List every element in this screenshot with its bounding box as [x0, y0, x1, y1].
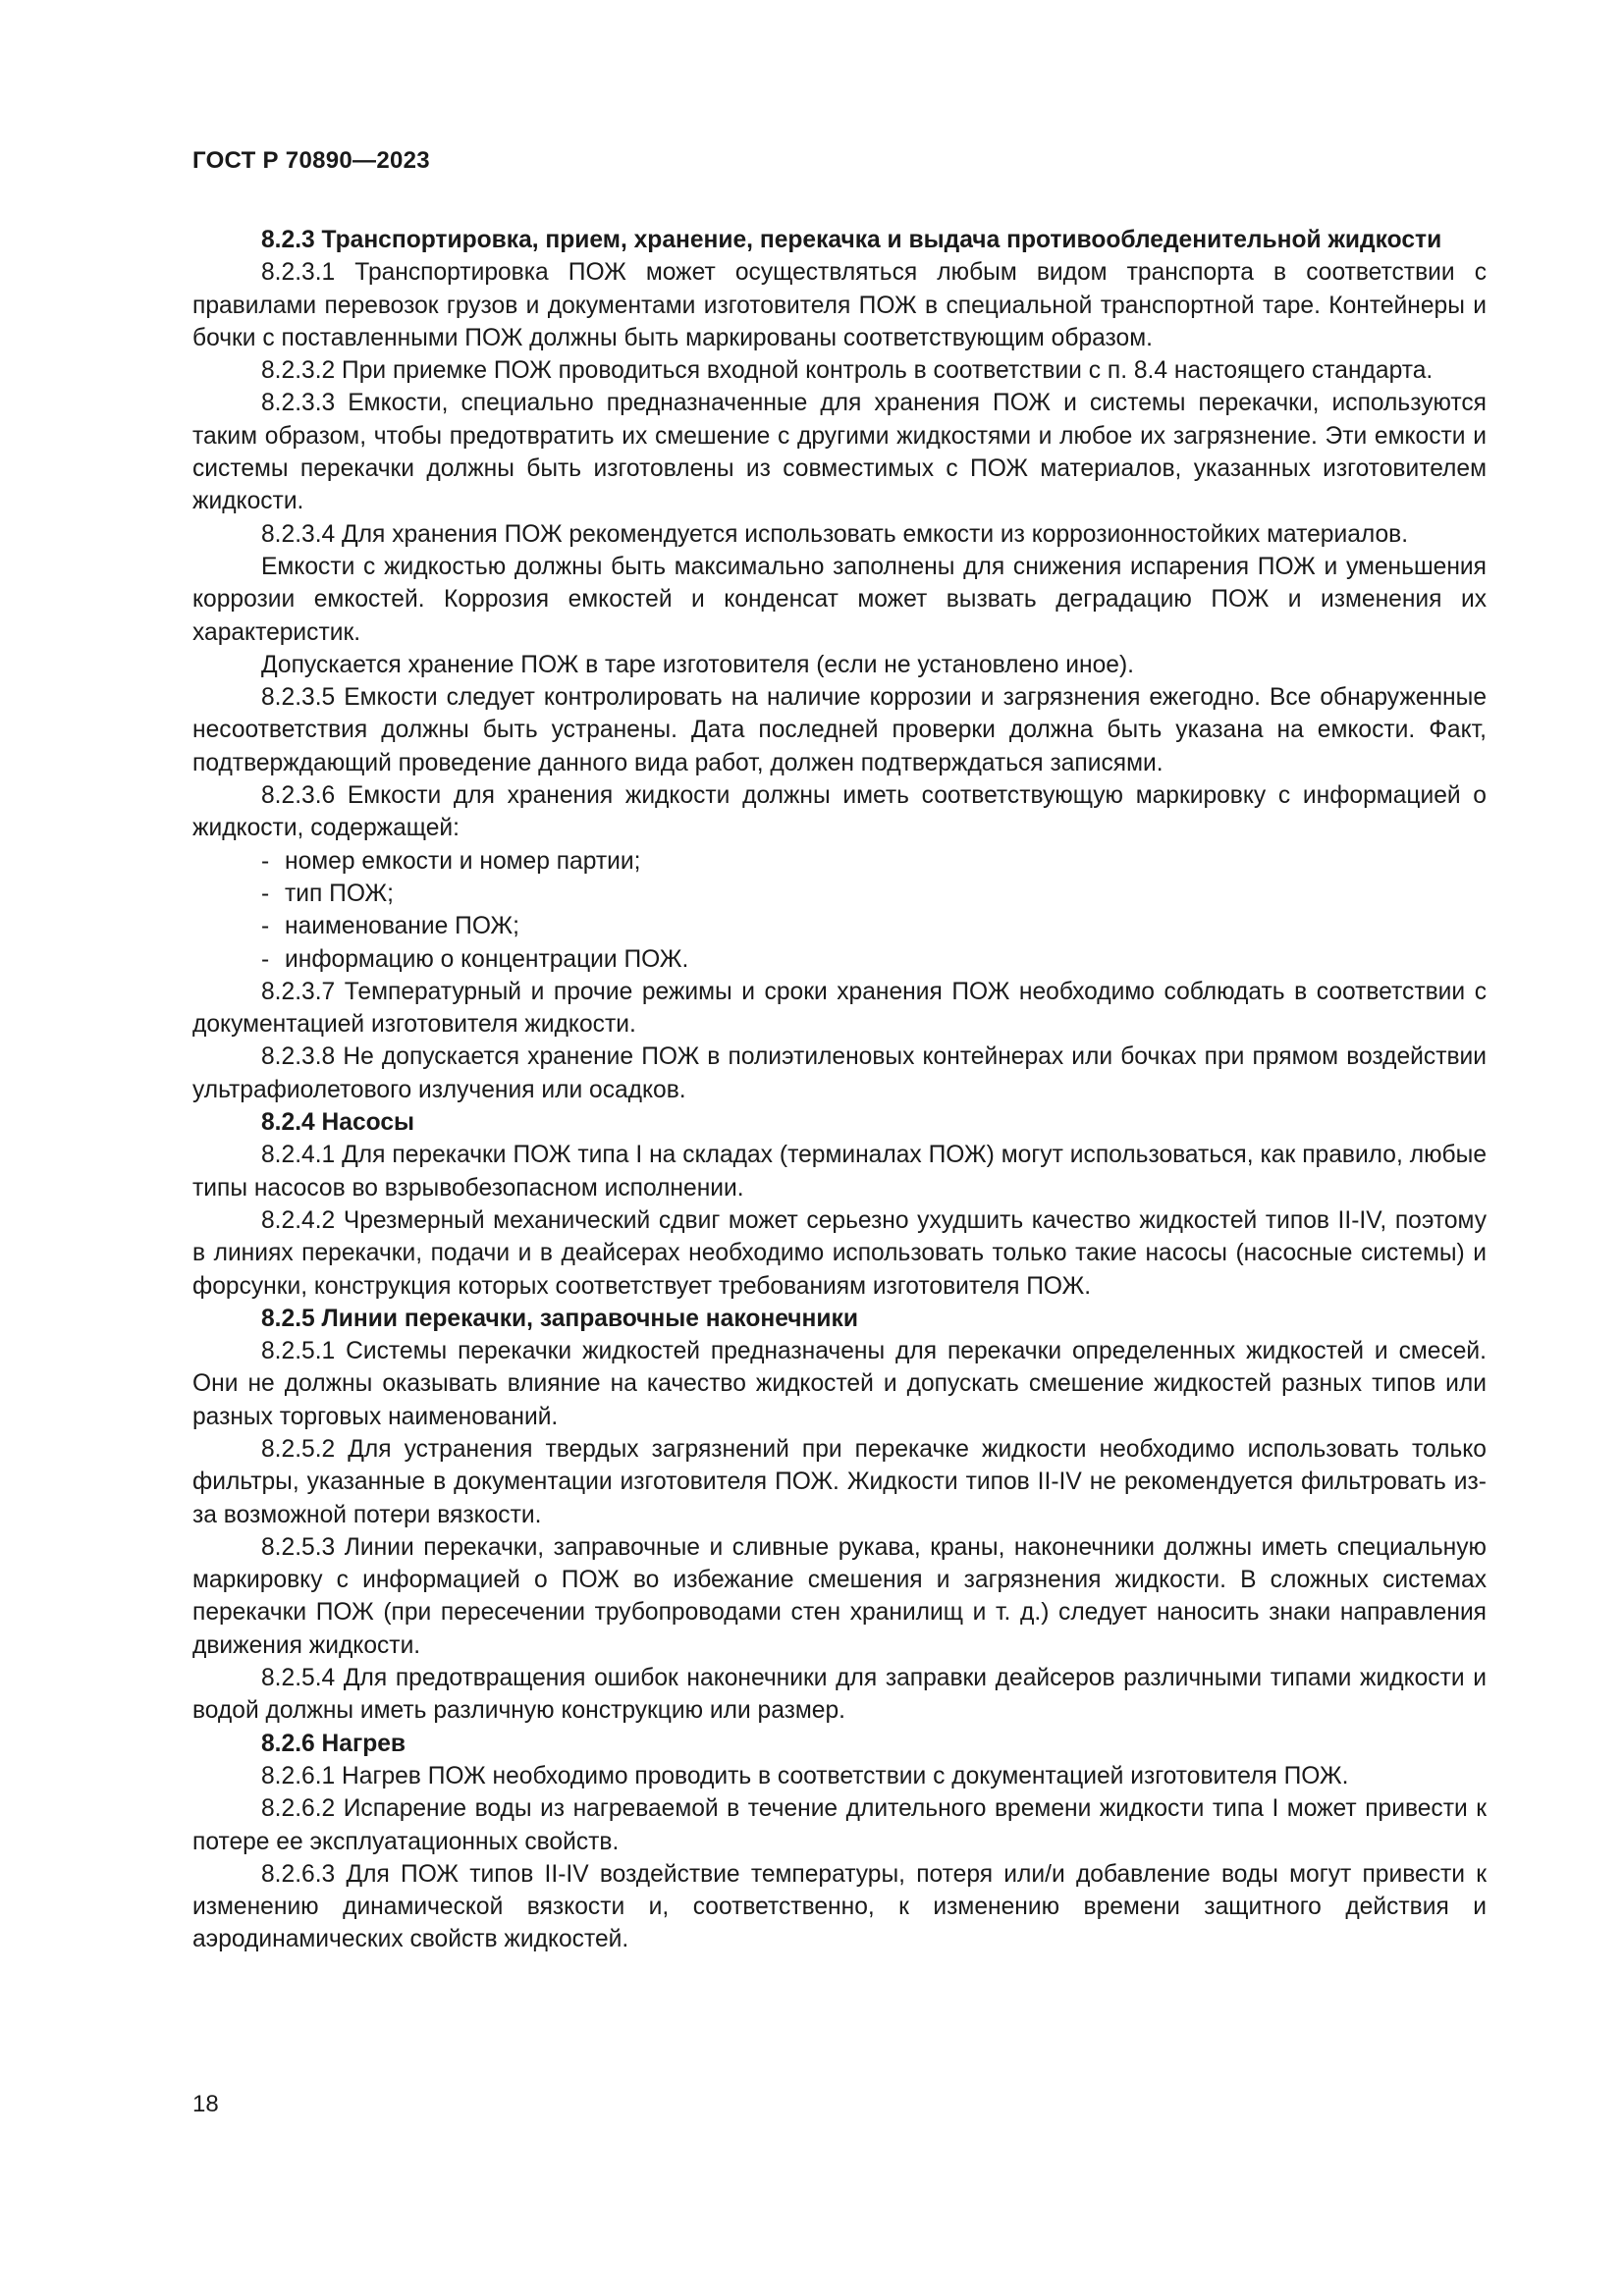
document-body — [192, 224, 1487, 1956]
paragraph-8-2-6-3: 8.2.6.3 Для ПОЖ типов II-IV воздействие температуры, потеря или/и добавление воды могут привести к изменению динамической вязкости и, соответственно, к изменению времени защитного действия и аэродинамических свойств жидкостей. — [192, 1860, 1487, 1953]
paragraph-8-2-5-3: 8.2.5.3 Линии перекачки, заправочные и сливные рукава, краны, наконечники должны иметь специальную маркировку с информацией о ПОЖ во избежание смешения и загрязнения жидкости. В сложных системах перекачки ПОЖ (при пересечении трубопроводами стен хранилищ и т. д.) следует наносить знаки направления движения жидкости. — [192, 1533, 1487, 1659]
paragraph-8-2-3-7: 8.2.3.7 Температурный и прочие режимы и сроки хранения ПОЖ необходимо соблюдать в соответствии с документацией изготовителя жидкости. — [192, 978, 1487, 1039]
section-title-8-2-3: 8.2.3 Транспортировка, прием, хранение, перекачка и выдача противообледенительной жидкости — [261, 227, 1442, 253]
paragraph-8-2-3-2: 8.2.3.2 При приемке ПОЖ проводиться входной контроль в соответствии с п. 8.4 настоящего стандарта. — [261, 357, 1434, 385]
list-dash: - — [261, 880, 270, 907]
list-item — [192, 943, 1487, 976]
paragraph-8-2-3-5: 8.2.3.5 Емкости следует контролировать на наличие коррозии и загрязнения ежегодно. Все обнаруженные несоответствия должны быть устранены. Дата последней проверки должна быть указана на емкости. Факт, подтверждающий проведение данного вида работ, должен подтверждаться записями. — [192, 684, 1487, 776]
list-dash: - — [261, 847, 270, 875]
paragraph-8-2-6-2: 8.2.6.2 Испарение воды из нагреваемой в течение длительного времени жидкости типа I может привести к потере ее эксплуатационных свойств. — [192, 1795, 1487, 1855]
paragraph-8-2-3-1: 8.2.3.1 Транспортировка ПОЖ может осуществляться любым видом транспорта в соответствии с правилами перевозок грузов и документами изготовителя ПОЖ в специальной транспортной таре. Контейнеры и бочки с поставленными ПОЖ должны быть маркированы соответствующим образом. — [192, 259, 1487, 351]
paragraph-8-2-6-1: 8.2.6.1 Нагрев ПОЖ необходимо проводить в соответствии с документацией изготовителя ПОЖ. — [261, 1762, 1349, 1789]
list-dash: - — [261, 945, 270, 973]
paragraph-8-2-4-1: 8.2.4.1 Для перекачки ПОЖ типа I на складах (терминалах ПОЖ) могут использоваться, как правило, любые типы насосов во взрывобезопасном исполнении. — [192, 1142, 1487, 1201]
list-item-text: тип ПОЖ; — [285, 880, 394, 907]
list-item — [192, 910, 1487, 942]
list-item-text: наименование ПОЖ; — [285, 913, 519, 940]
paragraph-8-2-4-2: 8.2.4.2 Чрезмерный механический сдвиг может серьезно ухудшить качество жидкостей типов II-IV, поэтому в линиях перекачки, подачи и в деайсерах необходимо использовать только такие насосы (насосные системы) и форсунки, конструкция которых соответствует требованиям изготовителя ПОЖ. — [192, 1206, 1487, 1300]
section-title-8-2-6: 8.2.6 Нагрев — [261, 1730, 406, 1757]
paragraph-8-2-5-4: 8.2.5.4 Для предотвращения ошибок наконечники для заправки деайсеров различными типами жидкости и водой должны иметь различную конструкцию или размер. — [192, 1665, 1487, 1725]
document-header: ГОСТ Р 70890—2023 — [192, 147, 430, 174]
paragraph-8-2-3-4-c: Допускается хранение ПОЖ в таре изготовителя (если не установлено иное). — [261, 651, 1134, 678]
paragraph-8-2-3-3: 8.2.3.3 Емкости, специально предназначенные для хранения ПОЖ и системы перекачки, используются таким образом, чтобы предотвратить их смешение с другими жидкостями и любое их загрязнение. Эти емкости и системы перекачки должны быть изготовлены из совместимых с ПОЖ материалов, указанных изготовителем жидкости. — [192, 390, 1487, 515]
list-item — [192, 878, 1487, 910]
paragraph-8-2-3-4: 8.2.3.4 Для хранения ПОЖ рекомендуется использовать емкости из коррозионностойких материалов. — [261, 520, 1409, 548]
paragraph-8-2-3-8: 8.2.3.8 Не допускается хранение ПОЖ в полиэтиленовых контейнерах или бочках при прямом воздействии ультрафиолетового излучения или осадков. — [192, 1043, 1487, 1103]
paragraph-8-2-5-1: 8.2.5.1 Системы перекачки жидкостей предназначены для перекачки определенных жидкостей и смесей. Они не должны оказывать влияние на качество жидкостей и допускать смешение жидкостей разных типов или разных торговых наименований. — [192, 1338, 1487, 1430]
paragraph-8-2-3-6: 8.2.3.6 Емкости для хранения жидкости должны иметь соответствующую маркировку с информацией о жидкости, содержащей: — [192, 782, 1487, 842]
list-item-text: номер емкости и номер партии; — [285, 847, 641, 875]
section-title-8-2-5: 8.2.5 Линии перекачки, заправочные наконечники — [261, 1305, 858, 1332]
list-item-text: информацию о концентрации ПОЖ. — [285, 945, 689, 973]
paragraph-8-2-3-4-b: Емкости с жидкостью должны быть максимально заполнены для снижения испарения ПОЖ и уменьшения коррозии емкостей. Коррозия емкостей и конденсат может вызвать деградацию ПОЖ и изменения их характеристик. — [192, 553, 1487, 646]
page-number: 18 — [192, 2091, 219, 2117]
list-dash: - — [261, 913, 270, 940]
paragraph-8-2-5-2: 8.2.5.2 Для устранения твердых загрязнений при перекачке жидкости необходимо использовать только фильтры, указанные в документации изготовителя ПОЖ. Жидкости типов II-IV не рекомендуется фильтровать из-за возможной потери вязкости. — [192, 1435, 1487, 1528]
list-item — [192, 845, 1487, 878]
section-title-8-2-4: 8.2.4 Насосы — [261, 1109, 415, 1137]
